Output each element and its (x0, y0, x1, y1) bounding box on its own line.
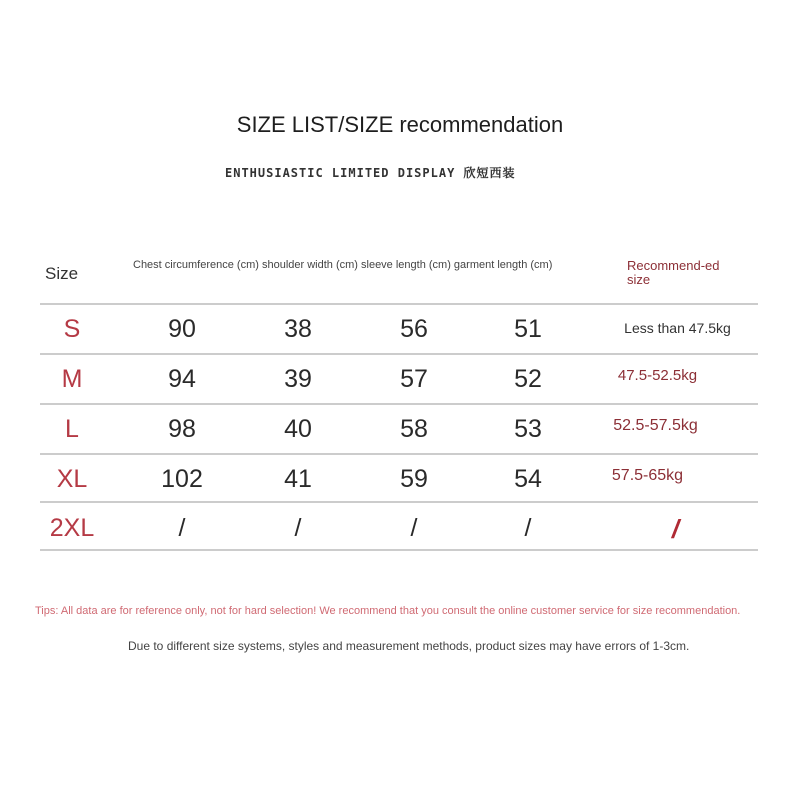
shoulder-cell: 40 (284, 415, 312, 443)
row-divider (40, 549, 758, 551)
disclaimer-note: Due to different size systems, styles and measurement methods, product sizes may have errors of 1-3cm. (128, 639, 690, 653)
sleeve-cell: 57 (400, 365, 428, 393)
shoulder-cell: 39 (284, 365, 312, 393)
chest-cell: 98 (168, 415, 196, 443)
recommended-size-cell: 47.5-52.5kg (617, 367, 698, 384)
recommended-size-header: Recommend-ed size (627, 258, 720, 287)
size-cell: 2XL (49, 514, 95, 542)
sleeve-cell: 59 (400, 465, 428, 493)
recommended-size-cell: / (671, 514, 680, 544)
chest-cell: / (178, 514, 186, 542)
chest-cell: 90 (168, 315, 196, 343)
length-cell: 54 (514, 465, 542, 493)
size-cell: XL (56, 465, 88, 493)
measurement-column-header: Chest circumference (cm) shoulder width (cm) sleeve length (cm) garment length (cm) (133, 259, 553, 271)
page-subtitle: ENTHUSIASTIC LIMITED DISPLAY 欣短西装 (225, 166, 516, 180)
recommended-size-cell: 52.5-57.5kg (613, 417, 698, 434)
sleeve-cell: / (410, 514, 418, 542)
row-divider (40, 353, 758, 355)
row-divider (40, 303, 758, 305)
length-cell: 52 (514, 365, 542, 393)
shoulder-cell: 41 (284, 465, 312, 493)
row-divider (40, 453, 758, 455)
row-divider (40, 403, 758, 405)
length-cell: 51 (514, 315, 542, 343)
shoulder-cell: / (294, 514, 302, 542)
recommended-size-cell: 57.5-65kg (611, 467, 684, 484)
length-cell: / (524, 514, 532, 542)
row-divider (40, 501, 758, 503)
size-cell: S (63, 315, 81, 343)
chest-cell: 102 (161, 465, 203, 493)
recommended-size-cell: Less than 47.5kg (624, 320, 731, 336)
chest-cell: 94 (168, 365, 196, 393)
sleeve-cell: 58 (400, 415, 428, 443)
sleeve-cell: 56 (400, 315, 428, 343)
page-title: SIZE LIST/SIZE recommendation (236, 112, 564, 137)
tips-text: Tips: All data are for reference only, not for hard selection! We recommend that you consult the online customer service for size recommendation. (35, 605, 741, 617)
length-cell: 53 (514, 415, 542, 443)
size-cell: L (65, 415, 79, 443)
size-column-header: Size (45, 264, 79, 283)
shoulder-cell: 38 (284, 315, 312, 343)
size-cell: M (61, 365, 83, 393)
